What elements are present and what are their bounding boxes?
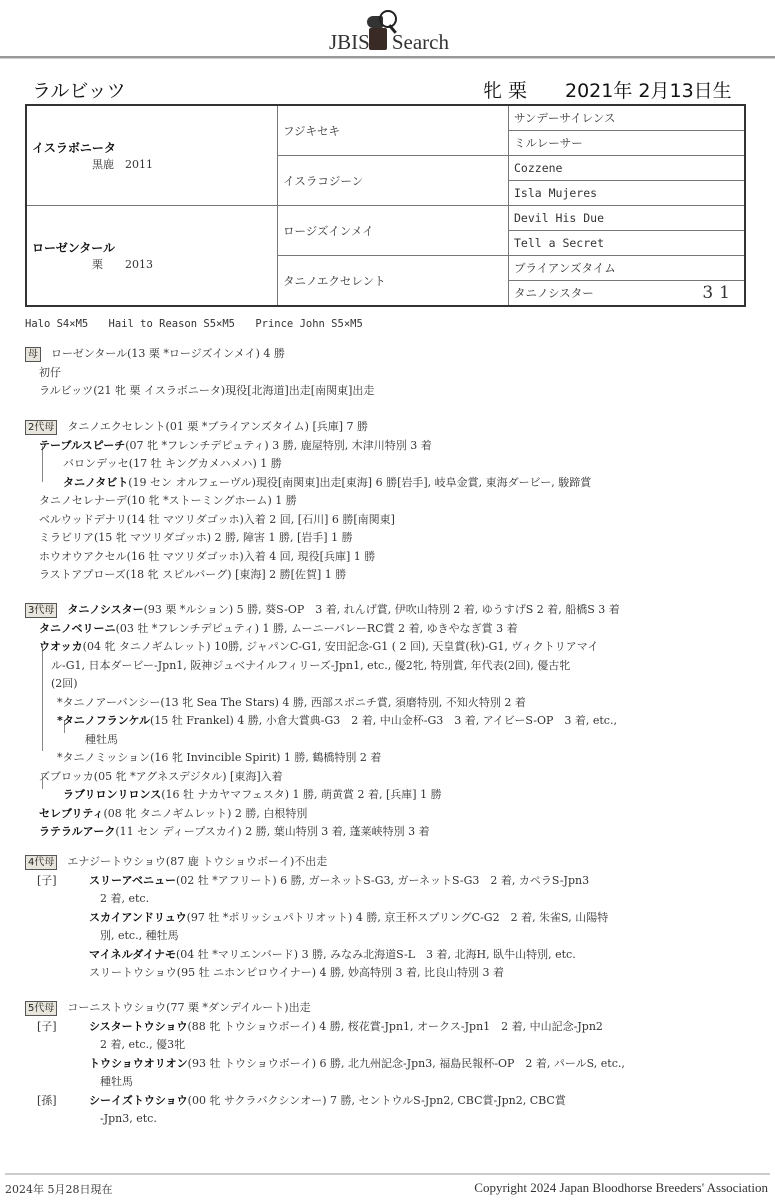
- list-item: [25, 872, 755, 891]
- pedigree-g3-8-name[interactable]: タニノシスター: [514, 286, 594, 300]
- dam-info: 栗 2013: [92, 258, 153, 271]
- list-item: [25, 946, 755, 965]
- fifth-dam-badge: 5代母: [25, 1001, 57, 1016]
- horse-link[interactable]: ラブリロンリロンス: [63, 788, 162, 801]
- fourth-dam-section: [25, 853, 755, 983]
- horse-link[interactable]: ホウオウアクセル: [39, 549, 127, 563]
- header-divider: [0, 56, 775, 59]
- record-text: (14 牡 マツリダゴッホ)入着 2 回, [石川] 6 勝[南関東]: [126, 512, 395, 526]
- record-text: (93 牡 トウショウボーイ) 6 勝, 北九州記念-Jpn3, 福島民報杯-OP 2 着, パールS, etc.,: [187, 1056, 625, 1070]
- child-tag: [子]: [37, 873, 57, 887]
- horse-link[interactable]: シーイズトウショウ: [89, 1093, 188, 1107]
- list-item-cont: [25, 1110, 755, 1129]
- inbreeding-item: Halo S4×M5: [25, 318, 89, 330]
- dam-first-foal: 初仔: [39, 365, 61, 379]
- dam-badge: 母: [25, 347, 41, 362]
- list-item: [25, 749, 755, 768]
- sire-info: 黒鹿 2011: [92, 158, 153, 171]
- horse-title-row: [32, 76, 732, 102]
- pedigree-dam[interactable]: [26, 206, 278, 307]
- horse-link[interactable]: テーブルスピーチ: [39, 438, 126, 452]
- pedigree-g3-3[interactable]: Cozzene: [509, 156, 746, 181]
- pedigree-g3-7[interactable]: ブライアンズタイム: [509, 256, 746, 281]
- horse-link[interactable]: バロンデッセ: [63, 457, 129, 470]
- list-item-cont: [25, 731, 755, 750]
- second-dam-badge: 2代母: [25, 420, 57, 435]
- record-text: (02 牡 *アフリート) 6 勝, ガーネットS-G3, ガーネットS-G3 2 着, カペラS-Jpn3: [176, 873, 590, 887]
- record-text: 種牡馬: [85, 732, 118, 746]
- horse-link[interactable]: ズブロッカ: [39, 769, 94, 783]
- horse-link[interactable]: タニノベリーニ: [39, 621, 116, 635]
- record-text: (17 牡 キングカメハメハ) 1 勝: [128, 457, 282, 470]
- logo-text: [329, 30, 449, 55]
- list-item: [25, 437, 755, 456]
- list-item: [25, 566, 755, 585]
- list-item-cont: [25, 657, 755, 676]
- list-item: [25, 548, 755, 567]
- dam-name[interactable]: ローゼンタール: [32, 241, 116, 255]
- horse-link[interactable]: *タニノフランケル: [57, 714, 150, 727]
- pedigree-g3-4[interactable]: Isla Mujeres: [509, 181, 746, 206]
- grandchild-tag: [孫]: [37, 1093, 57, 1107]
- pedigree-sire[interactable]: [26, 105, 278, 206]
- list-item: [25, 823, 755, 842]
- list-item: [25, 694, 755, 713]
- logo-text-jbis: JBIS: [329, 30, 370, 54]
- horse-link[interactable]: タニノタビト: [63, 475, 129, 489]
- list-item: [25, 492, 755, 511]
- list-item: [25, 1018, 755, 1037]
- record-text: 2 着, etc., 優3牝: [100, 1038, 186, 1051]
- horse-link[interactable]: セレブリティ: [39, 806, 104, 820]
- horse-link[interactable]: マイネルダイナモ: [89, 947, 177, 961]
- horse-link[interactable]: スリートウショウ: [89, 966, 177, 979]
- record-text: (04 牝 タニノギムレット) 10勝, ジャパンC-G1, 安田記念-G1 ( 2 回), 天皇賞(秋)-G1, ヴィクトリアマイ: [82, 640, 599, 653]
- jbis-search-logo[interactable]: [325, 6, 465, 54]
- list-item: [25, 455, 755, 474]
- record-text: (15 牝 マツリダゴッホ) 2 勝, 障害 1 勝, [岩手] 1 勝: [94, 531, 353, 544]
- horse-link[interactable]: ラストアプローズ: [39, 568, 126, 581]
- list-item: [25, 805, 755, 824]
- list-item: [25, 529, 755, 548]
- record-text: 別, etc., 種牡馬: [100, 929, 179, 942]
- record-text: (16 牡 マツリダゴッホ)入着 4 回, 現役[兵庫] 1 勝: [126, 549, 376, 563]
- record-text: (05 牝 *アグネスデジタル) [東海]入着: [93, 769, 283, 783]
- third-dam-section: [25, 601, 755, 842]
- horse-link[interactable]: スカイアンドリュウ: [89, 910, 187, 924]
- dam-section: [25, 345, 755, 401]
- horse-link[interactable]: ラテラルアーク: [39, 825, 116, 838]
- horse-name: ラルビッツ: [32, 80, 126, 102]
- record-text: -Jpn3, etc.: [100, 1112, 157, 1125]
- record-text: (95 牡 ニホンピロウイナー) 4 勝, 妙高特別 3 着, 比良山特別 3 着: [176, 966, 504, 979]
- list-item: [25, 768, 755, 787]
- record-text: (97 牡 *ポリッシュパトリオット) 4 勝, 京王杯スプリングC-G2 2 着, 朱雀S, 山陽特: [186, 910, 609, 924]
- inbreeding-item: Hail to Reason S5×M5: [108, 318, 235, 330]
- pedigree-table: [25, 104, 746, 307]
- record-text: (16 牡 ナカヤマフェスタ) 1 勝, 萌黄賞 2 着, [兵庫] 1 勝: [161, 788, 442, 801]
- third-dam-badge: 3代母: [25, 603, 57, 618]
- horse-link[interactable]: *タニノアーバンシー: [57, 695, 161, 709]
- pedigree-sire-dam[interactable]: イスラコジーン: [278, 156, 509, 206]
- record-text: (03 牡 *フレンチデピュティ) 1 勝, ムーニーバレーRC賞 2 着, ゆきやなぎ賞 3 着: [115, 621, 518, 635]
- list-item-cont: [25, 1036, 755, 1055]
- footer-date: 2024年 5月28日現在: [5, 1183, 113, 1196]
- list-item: [25, 620, 755, 639]
- dam-offspring: ラルビッツ(21 牝 栗 イスラボニータ)現役[北海道]出走[南関東]出走: [39, 384, 375, 397]
- record-text: (18 牝 スピルバーグ) [東海] 2 勝[佐賀] 1 勝: [125, 568, 347, 581]
- logo-text-search: Search: [391, 30, 449, 54]
- second-dam-section: [25, 418, 755, 585]
- record-text: (00 牝 サクラバクシンオー) 7 勝, セントウルS-Jpn2, CBC賞-Jpn2, CBC賞: [187, 1093, 566, 1107]
- fourth-dam-head: エナジートウショウ(87 鹿 トウショウボーイ)不出走: [67, 855, 328, 868]
- footer-copyright: Copyright 2024 Japan Bloodhorse Breeders' Association: [474, 1180, 768, 1195]
- horse-link[interactable]: トウショウオリオン: [89, 1056, 188, 1070]
- horse-link[interactable]: ベルウッドデナリ: [39, 512, 127, 526]
- inbreeding-item: Prince John S5×M5: [255, 318, 363, 330]
- pedigree-g3-5[interactable]: Devil His Due: [509, 206, 746, 231]
- list-item: [25, 1055, 755, 1074]
- record-text: 2 着, etc.: [100, 892, 150, 905]
- list-item: [25, 964, 755, 983]
- record-text: (16 牝 Invincible Spirit) 1 勝, 鶴橋特別 2 着: [150, 751, 382, 764]
- child-tag: [子]: [37, 1019, 57, 1033]
- pedigree-dam-dam[interactable]: タニノエクセレント: [278, 256, 509, 307]
- horse-birth-date: 2021年 2月13日生: [565, 80, 732, 102]
- pedigree-g3-1[interactable]: サンデーサイレンス: [509, 105, 746, 131]
- third-dam-head: (93 栗 *ルション) 5 勝, 葵S-OP 3 着, れんげ賞, 伊吹山特別 2 着, ゆうすげS 2 着, 船橋S 3 着: [143, 603, 620, 616]
- list-item: [25, 1092, 755, 1111]
- record-text: (08 牝 タニノギムレット) 2 勝, 白根特別: [103, 806, 308, 820]
- pedigree-g3-6[interactable]: Tell a Secret: [509, 231, 746, 256]
- horse-link[interactable]: タニノセレナーデ: [39, 494, 127, 507]
- sire-name[interactable]: イスラボニータ: [32, 141, 116, 155]
- fifth-dam-section: [25, 999, 755, 1129]
- list-item-cont: [25, 1073, 755, 1092]
- pedigree-sire-sire[interactable]: フジキセキ: [278, 105, 509, 156]
- horse-link[interactable]: *タニノミッション: [57, 751, 151, 764]
- record-text: (15 牡 Frankel) 4 勝, 小倉大賞典-G3 2 着, 中山金杯-G3 3 着, アイビーS-OP 3 着, etc.,: [149, 714, 617, 727]
- record-text: (07 牝 *フレンチデピュティ) 3 勝, 鹿屋特別, 木津川特別 3 着: [125, 438, 432, 452]
- horse-sex-color: 牝 栗: [483, 80, 528, 102]
- horse-link[interactable]: スリーアベニュー: [89, 873, 177, 887]
- record-text: (19 セン オルフェーヴル)現役[南関東]出走[東海] 6 勝[岩手], 岐阜金賞, 東海ダービー, 駿蹄賞: [128, 475, 592, 489]
- list-item: [25, 474, 755, 493]
- pedigree-g3-2[interactable]: ミルレーサー: [509, 131, 746, 156]
- record-text: 種牡馬: [100, 1075, 133, 1088]
- horse-link[interactable]: ウオッカ: [39, 640, 83, 653]
- record-text: (11 セン ディープスカイ) 2 勝, 葉山特別 3 着, 蓬莱峡特別 3 着: [115, 825, 430, 838]
- record-text: ル-G1, 日本ダービー-Jpn1, 阪神ジュベナイルフィリーズ-Jpn1, etc., 優2牝, 特別賞, 年代表(2回), 優古牝: [51, 658, 571, 672]
- fourth-dam-badge: 4代母: [25, 855, 57, 870]
- record-text: (2回): [51, 677, 78, 690]
- list-item-cont: [25, 890, 755, 909]
- horse-link[interactable]: タニノシスター: [67, 603, 144, 616]
- pedigree-dam-sire[interactable]: ロージズインメイ: [278, 206, 509, 256]
- horse-link[interactable]: ミラビリア: [39, 531, 94, 544]
- record-text: (10 牝 *ストーミングホーム) 1 勝: [126, 494, 297, 507]
- second-dam-head: タニノエクセレント(01 栗 *ブライアンズタイム) [兵庫] 7 勝: [67, 420, 369, 433]
- footer-divider: [5, 1173, 770, 1175]
- inbreeding-list: [25, 318, 377, 330]
- family-number: 31: [702, 283, 736, 303]
- list-item: [25, 511, 755, 530]
- dam-line: ローゼンタール(13 栗 *ロージズインメイ) 4 勝: [51, 347, 285, 360]
- list-item: [25, 712, 755, 731]
- pedigree-g3-8[interactable]: [509, 281, 746, 307]
- list-item: [25, 786, 755, 805]
- fifth-dam-head: コーニストウショウ(77 栗 *ダンデイルート)出走: [67, 1001, 311, 1014]
- list-item: [25, 909, 755, 928]
- list-item-cont: [25, 675, 755, 694]
- record-text: (13 牝 Sea The Stars) 4 勝, 西部スポニチ賞, 須磨特別, 不知火特別 2 着: [160, 695, 526, 709]
- list-item-cont: [25, 927, 755, 946]
- record-text: (88 牝 トウショウボーイ) 4 勝, 桜花賞-Jpn1, オークス-Jpn1 2 着, 中山記念-Jpn2: [187, 1019, 603, 1033]
- horse-link[interactable]: シスタートウショウ: [89, 1019, 188, 1033]
- record-text: (04 牡 *マリエンバード) 3 勝, みなみ北海道S-L 3 着, 北海H, 臥牛山特別, etc.: [176, 947, 576, 961]
- list-item: [25, 638, 755, 657]
